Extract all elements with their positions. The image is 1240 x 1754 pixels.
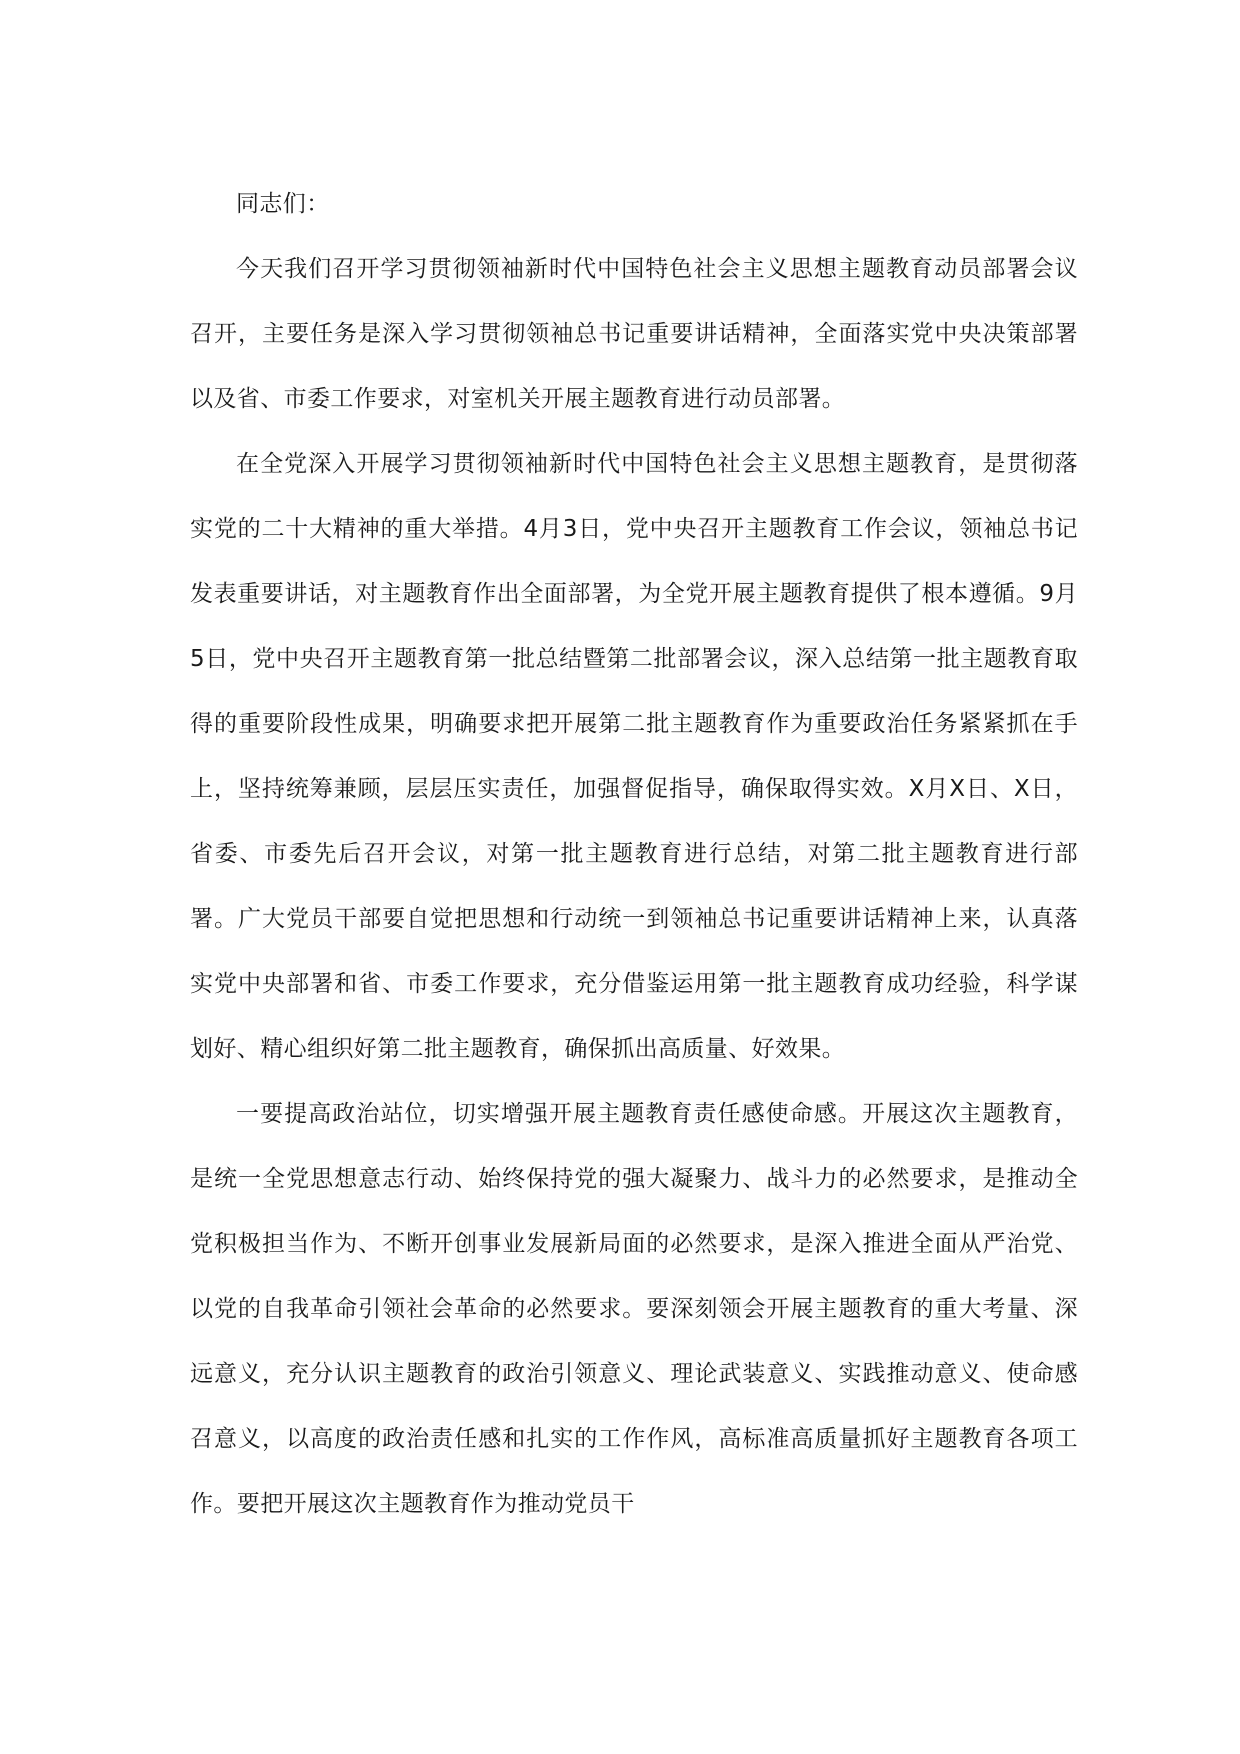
salutation: 同志们： — [236, 191, 330, 217]
paragraph-meeting-purpose: 今天我们召开学习贯彻领袖新时代中国特色社会主义思想主题教育动员部署会议召开，主要任务是深入学习贯彻领袖总书记重要讲话精神，全面落实党中央决策部署以及省、市委工作要求，对室机关开展主题教育进行动员部署。 — [190, 256, 1078, 412]
paragraph-background: 在全党深入开展学习贯彻领袖新时代中国特色社会主义思想主题教育，是贯彻落实党的二十大精神的重大举措。4月3日，党中央召开主题教育工作会议，领袖总书记发表重要讲话，对主题教育作出全面部署，为全党开展主题教育提供了根本遵循。9月5日，党中央召开主题教育第一批总结暨第二批部署会议，深入总结第一批主题教育取得的重要阶段性成果，明确要求把开展第二批主题教育作为重要政治任务紧紧抓在手上，坚持统筹兼顾，层层压实责任，加强督促指导，确保取得实效。X月X日、X日，省委、市委先后召开会议，对第一批主题教育进行总结，对第二批主题教育进行部署。广大党员干部要自觉把思想和行动统一到领袖总书记重要讲话精神上来，认真落实党中央部署和省、市委工作要求，充分借鉴运用第一批主题教育成功经验，科学谋划好、精心组织好第二批主题教育，确保抓出高质量、好效果。 — [190, 451, 1078, 1062]
paragraph-political-stance: 一要提高政治站位，切实增强开展主题教育责任感使命感。开展这次主题教育，是统一全党思想意志行动、始终保持党的强大凝聚力、战斗力的必然要求，是推动全党积极担当作为、不断开创事业发展新局面的必然要求，是深入推进全面从严治党、以党的自我革命引领社会革命的必然要求。要深刻领会开展主题教育的重大考量、深远意义，充分认识主题教育的政治引领意义、理论武装意义、实践推动意义、使命感召意义，以高度的政治责任感和扎实的工作作风，高标准高质量抓好主题教育各项工作。要把开展这次主题教育作为推动党员干 — [190, 1101, 1078, 1517]
document-body — [190, 172, 1078, 1537]
